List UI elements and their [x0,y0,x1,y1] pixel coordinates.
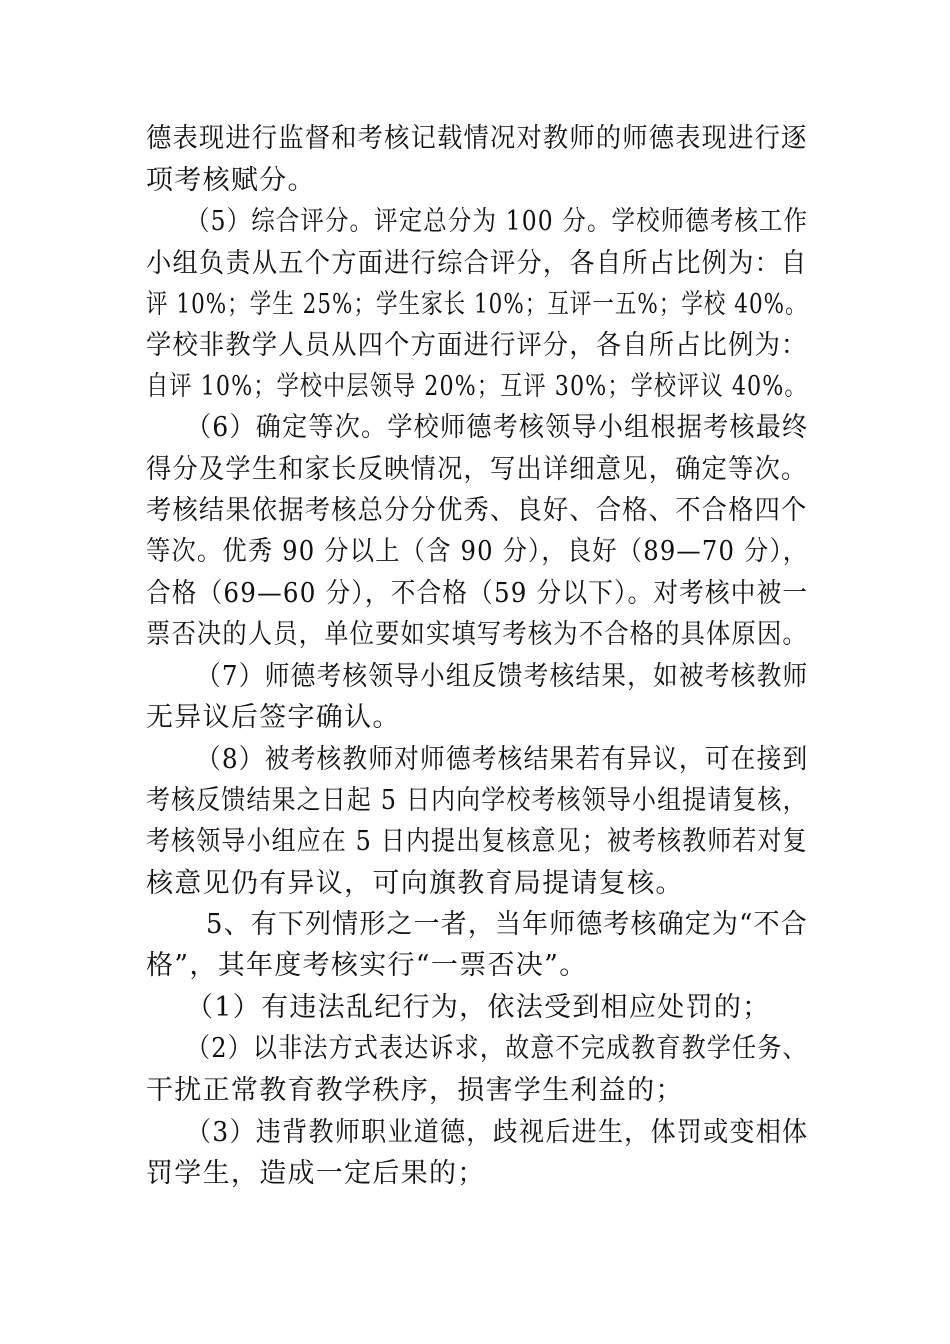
text-line: 学校非教学人员从四个方面进行评分，各自所占比例为： [146,330,808,361]
paragraph-start: 5、有下列情形之一者，当年师德考核确定为“不合 [206,909,808,940]
text-line: 考核领导小组应在 5 日内提出复核意见；被考核教师若对复 [146,826,808,857]
paragraph-start: （5）综合评分。评定总分为 100 分。学校师德考核工作 [186,206,809,237]
paragraph-start: （2）以非法方式表达诉求，故意不完成教育教学任务、 [186,1033,808,1064]
paragraph-start: （3）违背教师职业道德，歧视后进生，体罚或变相体 [186,1117,809,1148]
paragraph-start: （6）确定等次。学校师德考核领导小组根据考核最终 [186,412,809,443]
text-line: 等次。优秀 90 分以上（含 90 分），良好（89—70 分）， [146,536,809,567]
paragraph-start: （1）有违法乱纪行为，依法受到相应处罚的； [186,992,771,1023]
text-line: 格”，其年度考核实行“一票否决”。 [146,950,588,981]
text-line: 项考核赋分。 [146,165,316,196]
text-line: 德表现进行监督和考核记载情况对教师的师德表现进行逐 [146,123,808,154]
text-line: 考核结果依据考核总分分优秀、良好、合格、不合格四个 [146,495,808,526]
text-line: 干扰正常教育教学秩序，损害学生利益的； [146,1075,684,1106]
text-line: 考核反馈结果之日起 5 日内向学校考核领导小组提请复核， [146,785,808,816]
text-line: 罚学生，造成一定后果的； [146,1158,486,1189]
text-line: 合格（69—60 分），不合格（59 分以下）。对考核中被一 [146,578,809,609]
paragraph-start: （8）被考核教师对师德考核结果若有异议，可在接到 [196,744,809,775]
text-line: 票否决的人员，单位要如实填写考核为不合格的具体原因。 [146,619,808,650]
text-line: 评 10%；学生 25%；学生家长 10%；互评一五%；学校 40%。 [146,289,808,320]
text-line: 核意见仍有异议，可向旗教育局提请复核。 [146,868,684,899]
text-line: 得分及学生和家长反映情况，写出详细意见，确定等次。 [146,454,808,485]
paragraph-start: （7）师德考核领导小组反馈考核结果，如被考核教师 [196,661,809,692]
text-line: 自评 10%；学校中层领导 20%；互评 30%；学校评议 40%。 [146,371,808,402]
text-line: 无异议后签字确认。 [146,702,401,733]
text-line: 小组负责从五个方面进行综合评分，各自所占比例为：自 [146,248,808,279]
